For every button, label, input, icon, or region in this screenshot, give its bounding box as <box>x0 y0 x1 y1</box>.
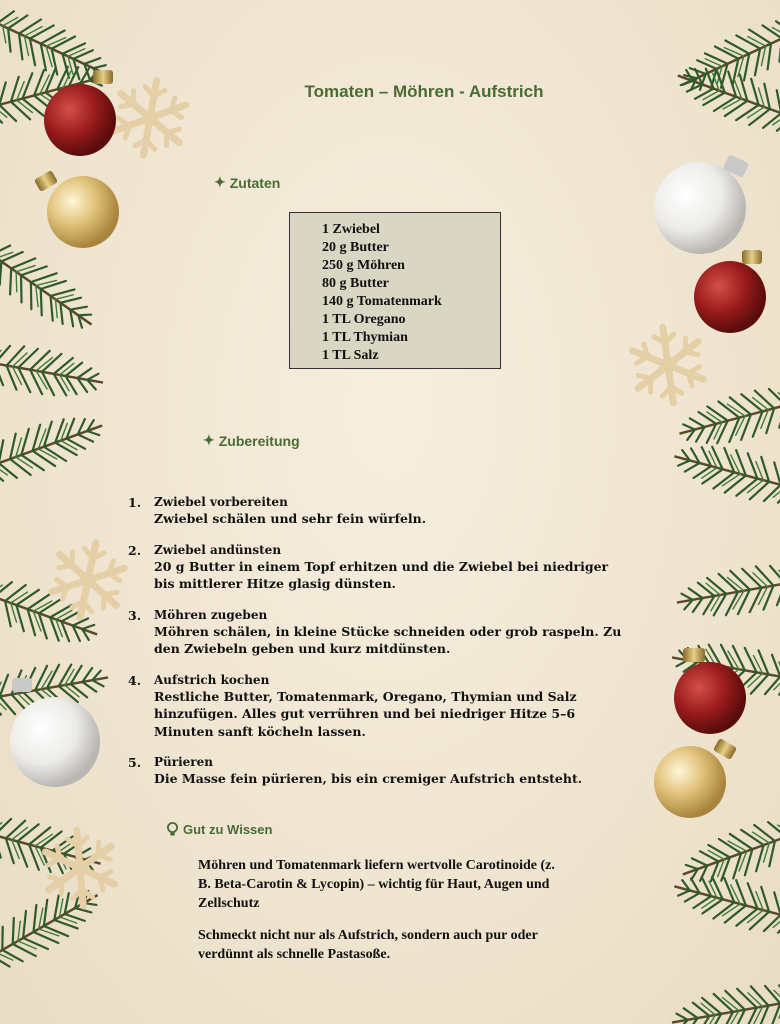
tips-heading-label: Gut zu Wissen <box>183 822 273 837</box>
lightbulb-icon <box>166 822 179 837</box>
step-text: Zwiebel schälen und sehr fein würfeln. <box>154 511 427 526</box>
step-text: Die Masse fein pürieren, bis ein cremiger Aufstrich entsteht. <box>154 771 583 786</box>
tip-paragraph: Schmeckt nicht nur als Aufstrich, sondern auch pur oder verdünnt als schnelle Pastasoße. <box>198 928 538 962</box>
step-text: 20 g Butter in einem Topf erhitzen und die Zwiebel bei niedriger bis mittlerer Hitze glasig dünsten. <box>154 558 609 591</box>
recipe-title: Tomaten – Möhren - Aufstrich <box>304 82 544 101</box>
tips-section <box>198 856 568 977</box>
tips-heading <box>166 822 272 837</box>
step-title: Aufstrich kochen <box>154 672 270 687</box>
step-number: 2. <box>128 542 142 558</box>
step-title: Zwiebel vorbereiten <box>154 495 288 509</box>
step-item <box>128 542 628 593</box>
ingredient-item: 80 g Butter <box>322 276 389 291</box>
preparation-steps <box>128 494 628 802</box>
ingredient-item: 250 g Möhren <box>322 258 405 273</box>
step-item <box>128 754 628 788</box>
step-title: Zwiebel andünsten <box>154 542 282 557</box>
ingredient-item: 1 TL Oregano <box>322 312 406 327</box>
preparation-heading-label: Zubereitung <box>218 432 300 449</box>
step-title: Möhren zugeben <box>154 607 268 622</box>
ingredient-item: 140 g Tomatenmark <box>322 294 442 309</box>
step-title: Pürieren <box>154 755 213 769</box>
step-item <box>128 494 628 528</box>
step-number: 5. <box>128 755 142 770</box>
sparkle-icon: ✦ <box>203 432 215 448</box>
step-text: Möhren schälen, in kleine Stücke schneiden oder grob raspeln. Zu den Zwiebeln geben und kurz mitdünsten. <box>154 623 622 656</box>
preparation-heading <box>203 432 300 449</box>
ingredient-item: 20 g Butter <box>322 240 389 255</box>
ingredient-item: 1 Zwiebel <box>322 222 380 237</box>
ingredients-heading-label: Zutaten <box>229 174 281 191</box>
step-number: 3. <box>128 607 142 623</box>
step-item <box>128 672 628 741</box>
ingredient-item: 1 TL Salz <box>322 348 379 363</box>
step-number: 1. <box>128 495 142 510</box>
ingredients-box <box>289 212 501 369</box>
step-number: 4. <box>128 672 142 688</box>
step-item <box>128 607 628 658</box>
sparkle-icon: ✦ <box>214 174 226 190</box>
ingredient-item: 1 TL Thymian <box>322 330 408 345</box>
tip-paragraph: Möhren und Tomatenmark liefern wertvolle Carotinoide (z. B. Beta-Carotin & Lycopin) – wichtig für Haut, Augen und Zellschutz <box>198 858 555 911</box>
ingredients-heading <box>214 174 280 191</box>
step-text: Restliche Butter, Tomatenmark, Oregano, Thymian und Salz hinzufügen. Alles gut verrühren und bei niedriger Hitze 5–6 Minuten sanft köcheln lassen. <box>154 688 577 739</box>
